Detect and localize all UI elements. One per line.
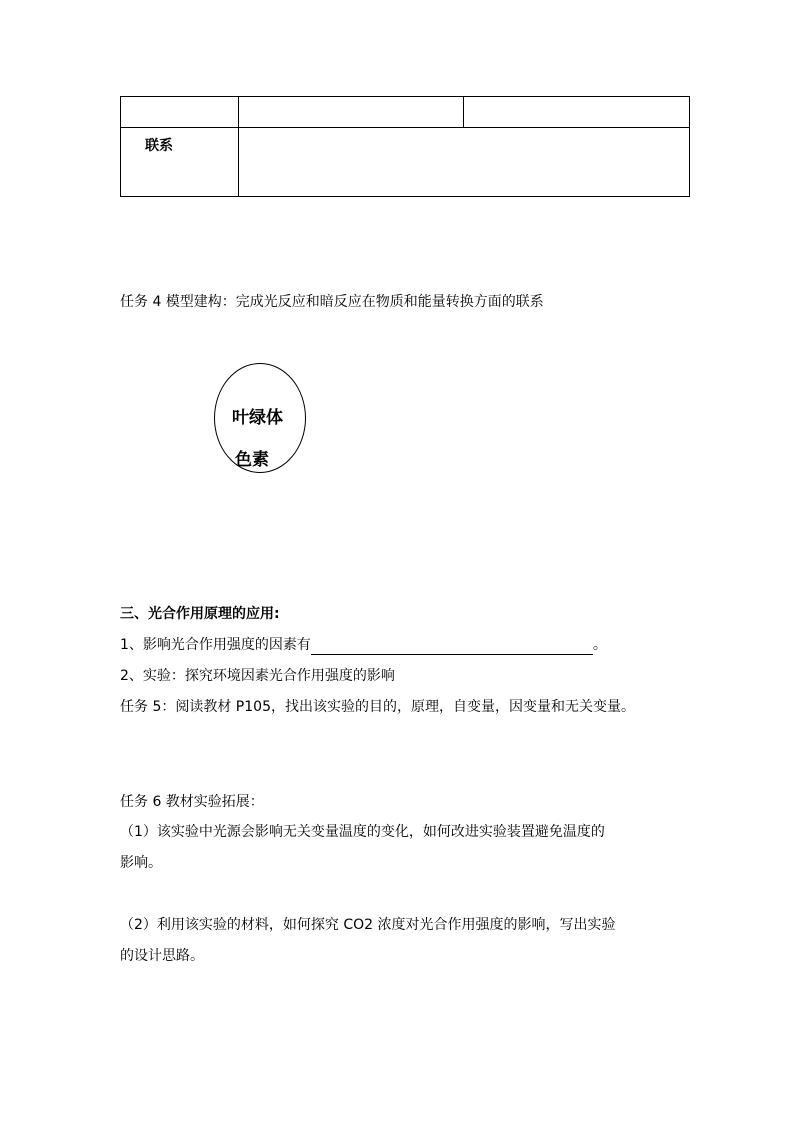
task6-title: 任务 6 教材实验拓展： — [120, 794, 264, 810]
task5-text: 任务 5：阅读教材 P105，找出该实验的目的，原理，自变量，因变量和无关变量。 — [120, 699, 635, 715]
fill-blank-line — [311, 637, 593, 655]
table-cell — [464, 97, 690, 128]
table-cell — [121, 97, 239, 128]
table-row — [121, 97, 690, 128]
item2: 2、实验：探究环境因素光合作用强度的影响 — [120, 668, 395, 684]
table-cell — [239, 97, 464, 128]
section3-heading: 三、光合作用原理的应用: — [120, 606, 280, 622]
row-label-lianxi: 联系 — [121, 128, 239, 197]
comparison-table — [120, 96, 690, 197]
pigment-label: 色素 — [235, 450, 269, 470]
item1 — [120, 635, 607, 655]
task6-q2-line1: （2）利用该实验的材料，如何探究 CO2 浓度对光合作用强度的影响，写出实验 — [120, 917, 616, 933]
task6-q2-line2: 的设计思路。 — [120, 948, 204, 964]
task4-text: 任务 4 模型建构：完成光反应和暗反应在物质和能量转换方面的联系 — [120, 294, 544, 310]
task6-q1-line1: （1）该实验中光源会影响无关变量温度的变化，如何改进实验装置避免温度的 — [120, 824, 605, 840]
table-cell — [239, 128, 690, 197]
task6-q1-line2: 影响。 — [120, 855, 162, 871]
chloroplast-label: 叶绿体 — [232, 408, 283, 428]
item1-prefix: 1、影响光合作用强度的因素有 — [120, 637, 311, 653]
item1-suffix: 。 — [592, 637, 607, 653]
table-row — [121, 128, 690, 197]
